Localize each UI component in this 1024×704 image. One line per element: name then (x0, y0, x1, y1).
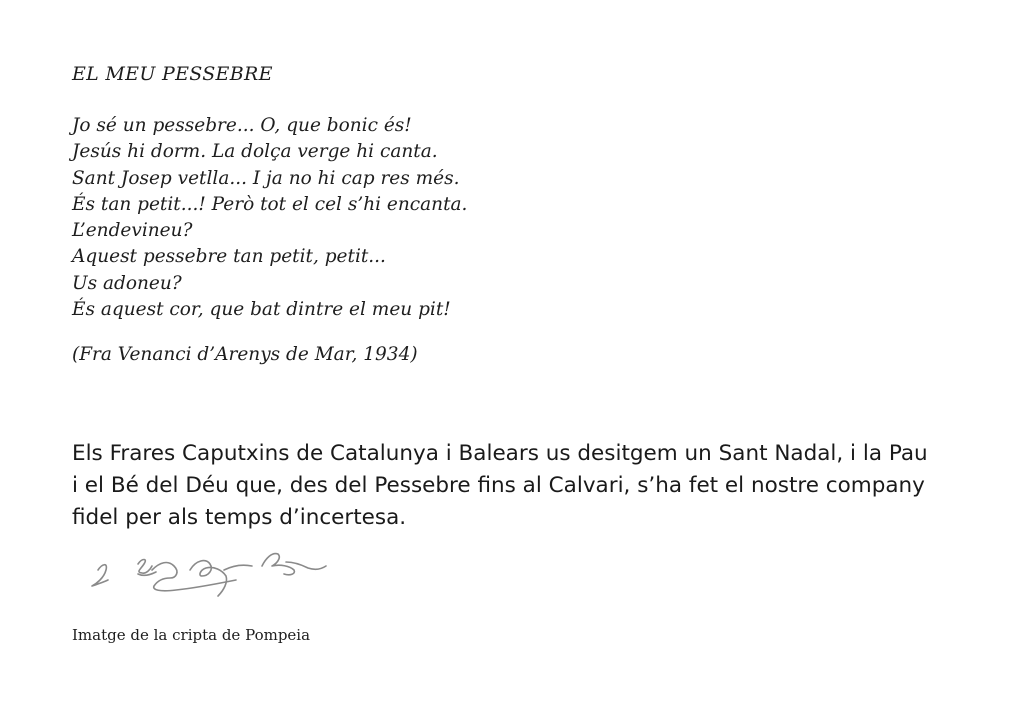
poem-line: Jesús hi dorm. La dolça verge hi canta. (72, 141, 438, 163)
greeting-line: i el Bé del Déu que, des del Pessebre fins al Calvari, s’ha fet el nostre company (72, 473, 925, 498)
poem-line: L’endevineu? (72, 220, 193, 242)
poem-line: És tan petit...! Però tot el cel s’hi encanta. (72, 193, 468, 215)
poem-line: Us adoneu? (72, 272, 182, 294)
poem-attribution: (Fra Venanci d’Arenys de Mar, 1934) (72, 344, 418, 365)
handwritten-signature-icon (86, 540, 346, 608)
poem-line: Jo sé un pessebre... O, que bonic és! (72, 115, 412, 136)
greeting-line: Els Frares Caputxins de Catalunya i Balears us desitgem un Sant Nadal, i la Pau (72, 441, 928, 466)
greeting-paragraph (72, 438, 972, 534)
poem-line: Aquest pessebre tan petit, petit... (72, 246, 386, 268)
poem-line: És aquest cor, que bat dintre el meu pit! (72, 299, 451, 321)
poem (72, 113, 467, 323)
poem-line: Sant Josep vetlla... I ja no hi cap res més. (72, 167, 460, 189)
poem-title: EL MEU PESSEBRE (72, 63, 273, 85)
image-caption: Imatge de la cripta de Pompeia (72, 626, 311, 644)
greeting-line: fidel per als temps d’incertesa. (72, 505, 407, 530)
